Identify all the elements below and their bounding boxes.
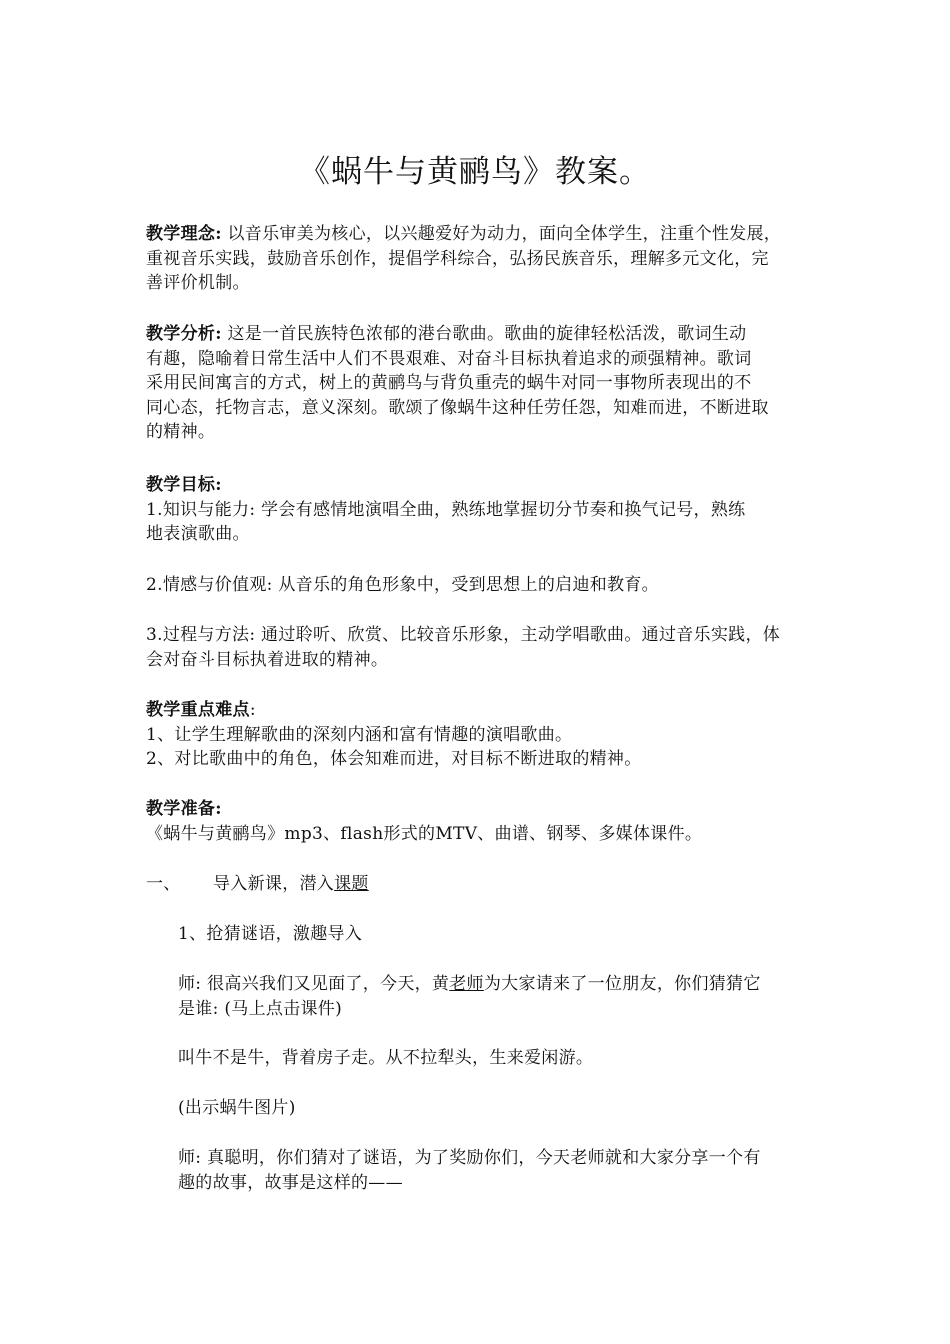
teacher-dialogue-2-line-2: 趣的故事，故事是这样的—— bbox=[178, 1172, 403, 1193]
key-point-item-1: 1、让学生理解歌曲的深刻内涵和富有情趣的演唱歌曲。 bbox=[146, 724, 573, 745]
preparation-text: 《蜗牛与黄鹂鸟》mp3、flash形式的MTV、曲谱、钢琴、多媒体课件。 bbox=[146, 823, 703, 844]
section-1-heading-text: 导入新课，潜入 bbox=[213, 874, 335, 894]
key-points-section bbox=[146, 698, 814, 772]
analysis-line-3: 采用民间寓言的方式，树上的黄鹂鸟与背负重壳的蜗牛对同一事物所表现出的不 bbox=[146, 373, 752, 393]
goals-label: 教学目标: bbox=[146, 475, 222, 495]
teaching-philosophy-paragraph bbox=[146, 222, 814, 296]
key-points-heading: 教学重点难点: bbox=[146, 700, 256, 720]
teacher-dialogue-1 bbox=[178, 972, 814, 1021]
teacher-dialogue-2-line-1: 师: 真聪明，你们猜对了谜语，为了奖励你们，今天老师就和大家分享一个有 bbox=[178, 1148, 761, 1168]
goal-item-3-line-2: 会对奋斗目标执着进取的精神。 bbox=[146, 649, 389, 670]
analysis-label: 教学分析: bbox=[146, 324, 222, 344]
teacher-dialogue-1-line-2: 是谁: (马上点击课件) bbox=[178, 998, 342, 1019]
analysis-line-2: 有趣，隐喻着日常生活中人们不畏艰难、对奋斗目标执着追求的顽强精神。歌词 bbox=[146, 348, 752, 369]
philosophy-line-1: 教学理念: 以音乐审美为核心，以兴趣爱好为动力，面向全体学生，注重个性发展， bbox=[146, 224, 782, 244]
teaching-analysis-paragraph bbox=[146, 322, 814, 445]
teacher-underlined: 老师 bbox=[449, 974, 484, 994]
goal-item-3 bbox=[146, 623, 814, 672]
goal-item-1-line-2: 地表演歌曲。 bbox=[146, 524, 250, 544]
philosophy-label: 教学理念: bbox=[146, 224, 222, 244]
goal-item-1-line-1: 1.知识与能力: 学会有感情地演唱全曲，熟练地掌握切分节奏和换气记号，熟练 bbox=[146, 499, 746, 520]
goal-item-3-line-1: 3.过程与方法: 通过聆听、欣赏、比较音乐形象，主动学唱歌曲。通过音乐实践，体 bbox=[146, 625, 781, 645]
riddle-text: 叫牛不是牛，背着房子走。从不拉犁头，生来爱闲游。 bbox=[178, 1048, 594, 1068]
analysis-line-1: 教学分析: 这是一首民族特色浓郁的港台歌曲。歌曲的旋律轻松活泼，歌词生动 bbox=[146, 324, 747, 344]
section-1-heading bbox=[146, 872, 814, 897]
analysis-line-5: 的精神。 bbox=[146, 422, 216, 442]
section-1-heading-underlined: 课题 bbox=[334, 874, 369, 894]
philosophy-line-2: 重视音乐实践，鼓励音乐创作，提倡学科综合，弘扬民族音乐，理解多元文化，完 bbox=[146, 248, 769, 269]
preparation-section bbox=[146, 797, 814, 846]
analysis-line-4: 同心态，托物言志，意义深刻。歌颂了像蜗牛这种任劳任怨，知难而进，不断进取 bbox=[146, 397, 769, 418]
show-picture-note: (出示蜗牛图片) bbox=[178, 1098, 296, 1118]
document-title: 《蜗牛与黄鹂鸟》教案。 bbox=[299, 154, 651, 190]
goal-item-2: 2.情感与价值观: 从音乐的角色形象中，受到思想上的启迪和教育。 bbox=[146, 575, 659, 595]
preparation-label: 教学准备: bbox=[146, 799, 222, 819]
section-1-subheading: 1、抢猜谜语，激趣导入 bbox=[178, 924, 363, 944]
teacher-dialogue-2 bbox=[178, 1146, 814, 1195]
teacher-dialogue-1-line-1: 师: 很高兴我们又见面了，今天，黄老师为大家请来了一位朋友，你们猜猜它 bbox=[178, 974, 761, 994]
section-1-number: 一、 bbox=[146, 874, 181, 894]
key-points-label: 教学重点难点 bbox=[146, 700, 250, 720]
teaching-goals-section bbox=[146, 473, 814, 547]
key-point-item-2: 2、对比歌曲中的角色，体会知难而进，对目标不断进取的精神。 bbox=[146, 749, 642, 769]
philosophy-line-3: 善评价机制。 bbox=[146, 273, 250, 293]
